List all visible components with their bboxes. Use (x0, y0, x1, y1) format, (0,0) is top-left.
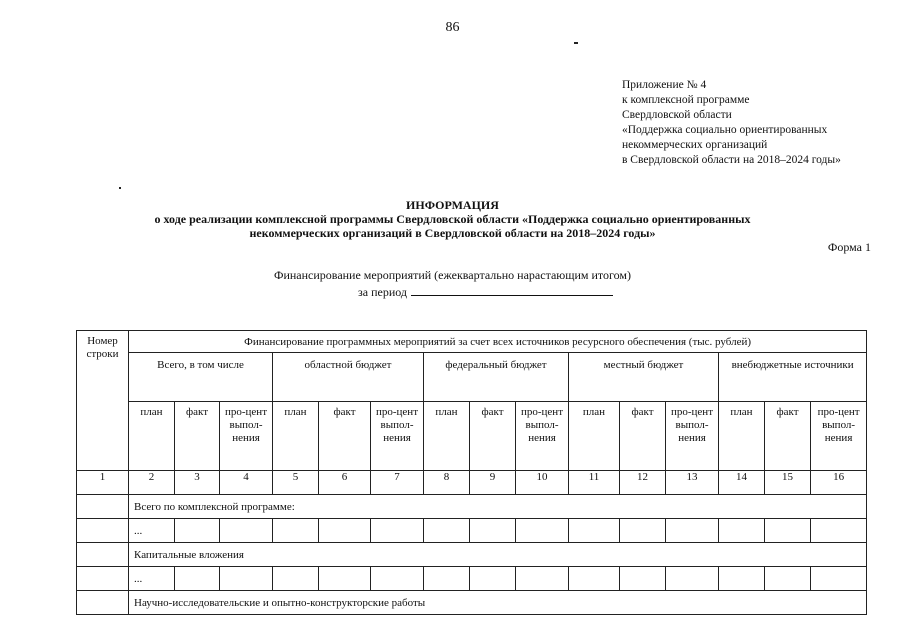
section-row-rnd (77, 591, 867, 615)
data-cell[interactable] (569, 567, 620, 591)
data-cell[interactable] (620, 519, 666, 543)
data-cell[interactable] (719, 567, 765, 591)
data-cell[interactable] (220, 567, 273, 591)
subheader-percent: про-цент выпол-нения (371, 402, 424, 471)
appendix-line: в Свердловской области на 2018–2024 годы» (622, 154, 841, 166)
data-cell[interactable] (516, 519, 569, 543)
subtitle-line: Финансирование мероприятий (ежеквартально нарастающим итогом) (273, 268, 632, 282)
appendix-line: некоммерческих организаций (622, 139, 768, 151)
data-cell[interactable] (175, 567, 220, 591)
group-header-regional: областной бюджет (273, 353, 424, 402)
subheader-fact: факт (175, 402, 220, 471)
appendix-line: Свердловской области (622, 109, 732, 121)
data-cell[interactable] (273, 567, 319, 591)
data-cell[interactable] (319, 567, 371, 591)
column-number: 6 (319, 471, 371, 495)
scan-speck (119, 187, 121, 189)
group-header-local: местный бюджет (569, 353, 719, 402)
data-cell[interactable] (220, 519, 273, 543)
data-cell[interactable] (319, 519, 371, 543)
data-cell[interactable] (470, 567, 516, 591)
column-number: 2 (129, 471, 175, 495)
ellipsis-cell: ... (129, 519, 175, 543)
data-cell[interactable] (516, 567, 569, 591)
scan-speck (574, 42, 578, 44)
group-header-federal: федеральный бюджет (424, 353, 569, 402)
data-cell[interactable] (620, 567, 666, 591)
subheader-plan: план (569, 402, 620, 471)
subheader-percent: про-цент выпол-нения (516, 402, 569, 471)
appendix-line: «Поддержка социально ориентированных (622, 124, 828, 136)
row-number-cell (77, 495, 129, 519)
section-label-total: Всего по комплексной программе: (129, 495, 867, 519)
data-cell[interactable] (666, 567, 719, 591)
row-number-header: Номер строки (77, 331, 129, 471)
row-number-cell (77, 543, 129, 567)
data-cell[interactable] (424, 519, 470, 543)
section-row-capital (77, 543, 867, 567)
form-label: Форма 1 (827, 240, 871, 254)
subheader-plan: план (273, 402, 319, 471)
ellipsis-cell: ... (129, 567, 175, 591)
row-number-cell (77, 567, 129, 591)
subheader-plan: план (129, 402, 175, 471)
group-header-extrabudget: внебюджетные источники (719, 353, 867, 402)
data-row (77, 567, 867, 591)
column-number: 3 (175, 471, 220, 495)
column-number-row (77, 471, 867, 495)
data-cell[interactable] (371, 519, 424, 543)
title-heading: ИНФОРМАЦИЯ (406, 198, 499, 212)
column-number: 13 (666, 471, 719, 495)
appendix-block (622, 78, 841, 168)
data-cell[interactable] (175, 519, 220, 543)
row-number-cell (77, 591, 129, 615)
subheader-percent: про-цент выпол-нения (220, 402, 273, 471)
data-cell[interactable] (569, 519, 620, 543)
data-cell[interactable] (765, 567, 811, 591)
column-number: 16 (811, 471, 867, 495)
data-cell[interactable] (273, 519, 319, 543)
subheader-fact: факт (620, 402, 666, 471)
column-number: 8 (424, 471, 470, 495)
main-header: Финансирование программных мероприятий за счет всех источников ресурсного обеспечения (тыс. рублей) (129, 331, 867, 353)
group-header-total: Всего, в том числе (129, 353, 273, 402)
column-number: 12 (620, 471, 666, 495)
data-cell[interactable] (371, 567, 424, 591)
title-line: некоммерческих организаций в Свердловской области на 2018–2024 годы» (249, 226, 656, 240)
subheader-plan: план (719, 402, 765, 471)
column-number: 1 (77, 471, 129, 495)
subtitle (0, 268, 905, 300)
column-number: 11 (569, 471, 620, 495)
financing-table (76, 330, 867, 615)
section-label-rnd: Научно-исследовательские и опытно-конструкторские работы (129, 591, 867, 615)
subheader-percent: про-цент выпол-нения (666, 402, 719, 471)
period-blank-line[interactable] (411, 283, 613, 296)
data-cell[interactable] (811, 519, 867, 543)
column-number: 10 (516, 471, 569, 495)
column-number: 5 (273, 471, 319, 495)
column-number: 14 (719, 471, 765, 495)
section-row-total (77, 495, 867, 519)
data-cell[interactable] (666, 519, 719, 543)
subheader-fact: факт (470, 402, 516, 471)
period-label: за период (358, 285, 407, 299)
column-number: 15 (765, 471, 811, 495)
document-title (0, 198, 905, 240)
column-number: 9 (470, 471, 516, 495)
data-cell[interactable] (719, 519, 765, 543)
subheader-plan: план (424, 402, 470, 471)
data-cell[interactable] (470, 519, 516, 543)
data-cell[interactable] (811, 567, 867, 591)
column-number: 7 (371, 471, 424, 495)
appendix-line: Приложение № 4 (622, 79, 707, 91)
column-number: 4 (220, 471, 273, 495)
subheader-percent: про-цент выпол-нения (811, 402, 867, 471)
page-number: 86 (445, 20, 460, 35)
title-line: о ходе реализации комплексной программы Свердловской области «Поддержка социально ориентированных (154, 212, 751, 226)
subheader-fact: факт (319, 402, 371, 471)
data-cell[interactable] (765, 519, 811, 543)
row-number-cell (77, 519, 129, 543)
section-label-capital: Капитальные вложения (129, 543, 867, 567)
subheader-fact: факт (765, 402, 811, 471)
data-row (77, 519, 867, 543)
data-cell[interactable] (424, 567, 470, 591)
appendix-line: к комплексной программе (622, 94, 750, 106)
